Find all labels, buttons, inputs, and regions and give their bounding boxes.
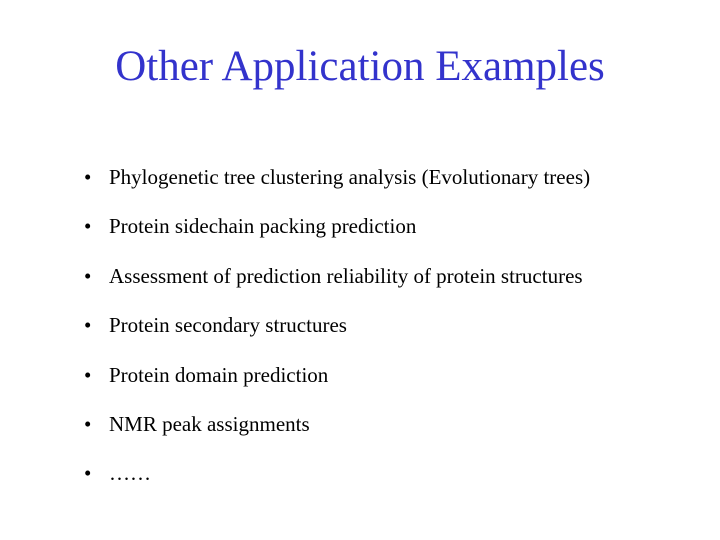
- bullet-text: Protein secondary structures: [109, 313, 347, 338]
- list-item: [84, 308, 704, 357]
- list-item: [84, 209, 704, 258]
- bullet-text: ……: [109, 461, 151, 486]
- list-item: [84, 160, 704, 209]
- list-item: [84, 456, 704, 505]
- bullet-text: Protein sidechain packing prediction: [109, 214, 417, 239]
- bullet-text: NMR peak assignments: [109, 411, 310, 436]
- bullet-icon: •: [84, 165, 92, 189]
- list-item: [84, 358, 704, 407]
- bullet-icon: •: [84, 461, 92, 486]
- bullet-list: [84, 160, 704, 506]
- bullet-icon: •: [84, 411, 92, 436]
- bullet-text: Phylogenetic tree clustering analysis (Evolutionary trees): [109, 165, 591, 189]
- slide-title: Other Application Examples: [115, 43, 605, 90]
- bullet-icon: •: [84, 313, 92, 338]
- list-item: [84, 407, 704, 456]
- bullet-text: Protein domain prediction: [109, 362, 329, 387]
- list-item: [84, 259, 704, 308]
- bullet-icon: •: [84, 263, 92, 288]
- bullet-icon: •: [84, 362, 92, 387]
- bullet-text: Assessment of prediction reliability of protein structures: [109, 263, 583, 288]
- bullet-icon: •: [84, 214, 92, 239]
